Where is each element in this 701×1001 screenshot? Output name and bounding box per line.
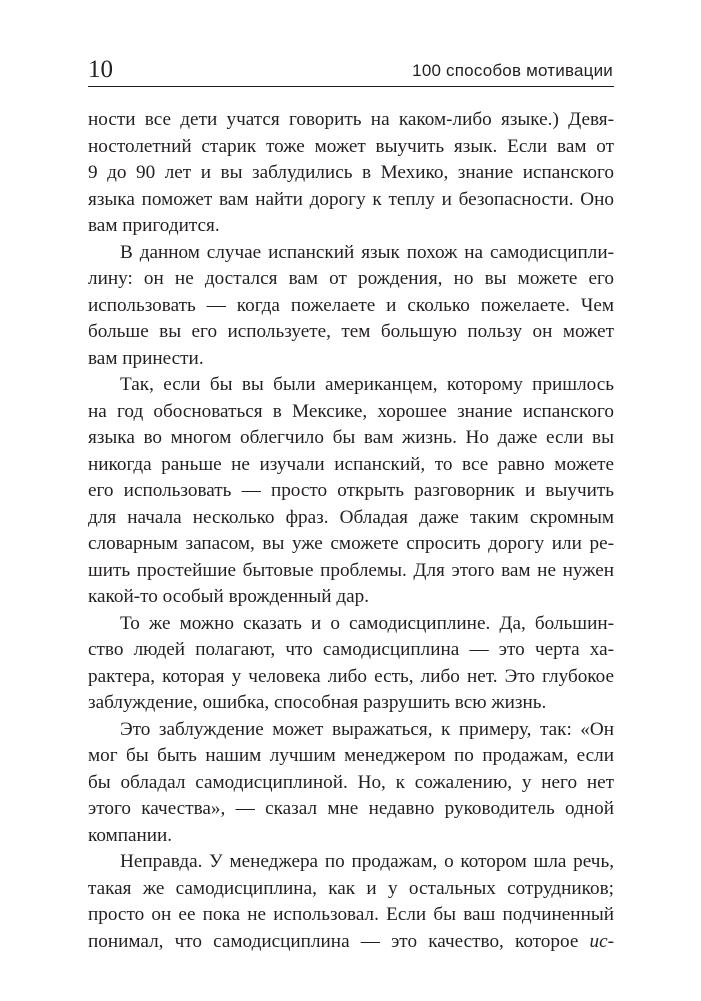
text-line: То же можно сказать и о самодисциплине. Да, большин- [120, 612, 614, 634]
paragraph-6 [88, 849, 614, 955]
text-line: ностолетний старик тоже может выучить язык. Если вам от [88, 135, 614, 157]
text-line: мог бы быть нашим лучшим менеджером по продажам, если [88, 745, 614, 766]
text-line [88, 929, 614, 956]
text-line: какой-то особый врожденный дар. [88, 586, 370, 607]
text-line: этого качества», — сказал мне недавно руководитель одной [88, 798, 614, 819]
text-line: использовать — когда пожелаете и сколько пожелаете. Чем [88, 294, 614, 316]
text-line: шить простейшие бытовые проблемы. Для этого вам не нужен [88, 559, 614, 581]
text-line: словарным запасом, вы уже сможете спросить дорогу или ре- [88, 533, 614, 554]
text-line: Неправда. У менеджера по продажам, о котором шла речь, [120, 851, 614, 872]
paragraph-4 [88, 611, 614, 717]
text-line: вам принести. [88, 347, 204, 369]
text-line: больше вы его используете, тем большую пользу он может [88, 321, 614, 342]
body-text [88, 107, 614, 955]
paragraph-2 [88, 240, 614, 373]
header-rule [88, 86, 614, 87]
paragraph-5 [88, 717, 614, 850]
text-line: 9 до 90 лет и вы заблудились в Мехико, знание испанского [88, 162, 614, 183]
text-line: лину: он не достался вам от рождения, но вы можете его [88, 268, 614, 289]
text-line: бы обладал самодисциплиной. Но, к сожалению, у него нет [88, 771, 614, 793]
text-line-start: понимал, что самодисциплина — это качество, которое [88, 930, 579, 952]
text-line: вам пригодится. [88, 215, 220, 236]
text-line: ство людей полагают, что самодисциплина — это черта ха- [88, 639, 614, 660]
text-line: В данном случае испанский язык похож на самодисципли- [120, 241, 614, 263]
text-line: никогда раньше не изучали испанский, то все равно можете [88, 453, 614, 475]
running-title: 100 способов мотивации [412, 61, 613, 80]
text-line: для начала несколько фраз. Обладая даже таким скромным [88, 506, 614, 528]
paragraph-3 [88, 372, 614, 611]
text-line: компании. [88, 824, 173, 846]
text-line: его использовать — просто открыть разговорник и выучить [88, 480, 614, 501]
text-line: языка поможет вам найти дорогу к теплу и безопасности. Оно [88, 188, 614, 210]
text-line: рактера, которая у человека либо есть, либо нет. Это глубокое [88, 665, 614, 687]
text-line: ности все дети учатся говорить на каком-либо языке.) Девя- [88, 109, 614, 130]
paragraph-1 [88, 107, 614, 240]
text-line: Это заблуждение может выражаться, к примеру, так: «Он [120, 718, 614, 740]
italic-fragment: ис- [589, 930, 614, 952]
text-line: языка во многом облегчило бы вам жизнь. Но даже если вы [88, 427, 614, 448]
text-line: на год обосноваться в Мексике, хорошее знание испанского [88, 400, 614, 422]
text-line: заблуждение, ошибка, способная разрушить всю жизнь. [88, 692, 547, 713]
text-line: Так, если бы вы были американцем, которому пришлось [120, 374, 614, 395]
text-line: такая же самодисциплина, как и у остальных сотрудников; [88, 877, 614, 899]
text-line: просто он ее пока не использовал. Если бы ваш подчиненный [88, 904, 614, 925]
page-number: 10 [88, 56, 113, 83]
